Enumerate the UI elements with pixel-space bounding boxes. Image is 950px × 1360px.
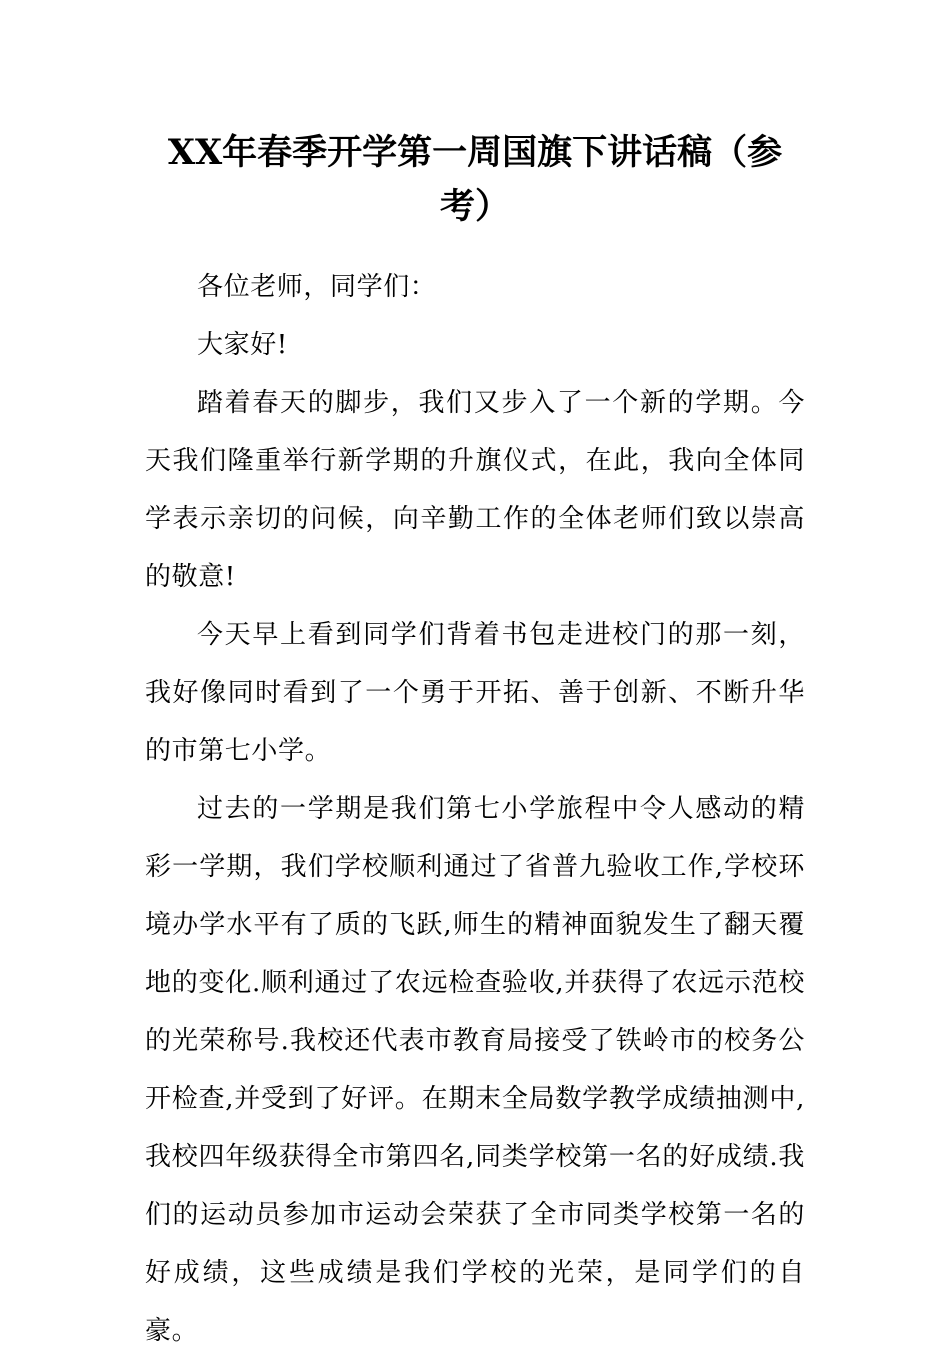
paragraph-greeting: 各位老师，同学们：	[197, 272, 437, 302]
document-body	[145, 258, 805, 1360]
paragraph-hello: 大家好!	[197, 330, 288, 360]
paragraph-new-semester: 踏着春天的脚步，我们又步入了一个新的学期。今天我们隆重举行新学期的升旗仪式，在此，我向全体同学表示亲切的问候，向辛勤工作的全体老师们致以崇高的敬意!	[145, 388, 805, 592]
paragraph-achievements: 过去的一学期是我们第七小学旅程中令人感动的精彩一学期，我们学校顺利通过了省普九验收工作,学校环境办学水平有了质的飞跃,师生的精神面貌发生了翻天覆地的变化.顺利通过了农远检查验收,并获得了农远示范校的光荣称号.我校还代表市教育局接受了铁岭市的校务公开检查,并受到了好评。在期末全局数学教学成绩抽测中,我校四年级获得全市第四名,同类学校第一名的好成绩.我们的运动员参加市运动会荣获了全市同类学校第一名的好成绩，这些成绩是我们学校的光荣，是同学们的自豪。	[145, 794, 805, 1346]
document-title: XX年春季开学第一周国旗下讲话稿（参考）	[167, 132, 783, 227]
paragraph-morning: 今天早上看到同学们背着书包走进校门的那一刻，我好像同时看到了一个勇于开拓、善于创新、不断升华的市第七小学。	[145, 620, 805, 766]
